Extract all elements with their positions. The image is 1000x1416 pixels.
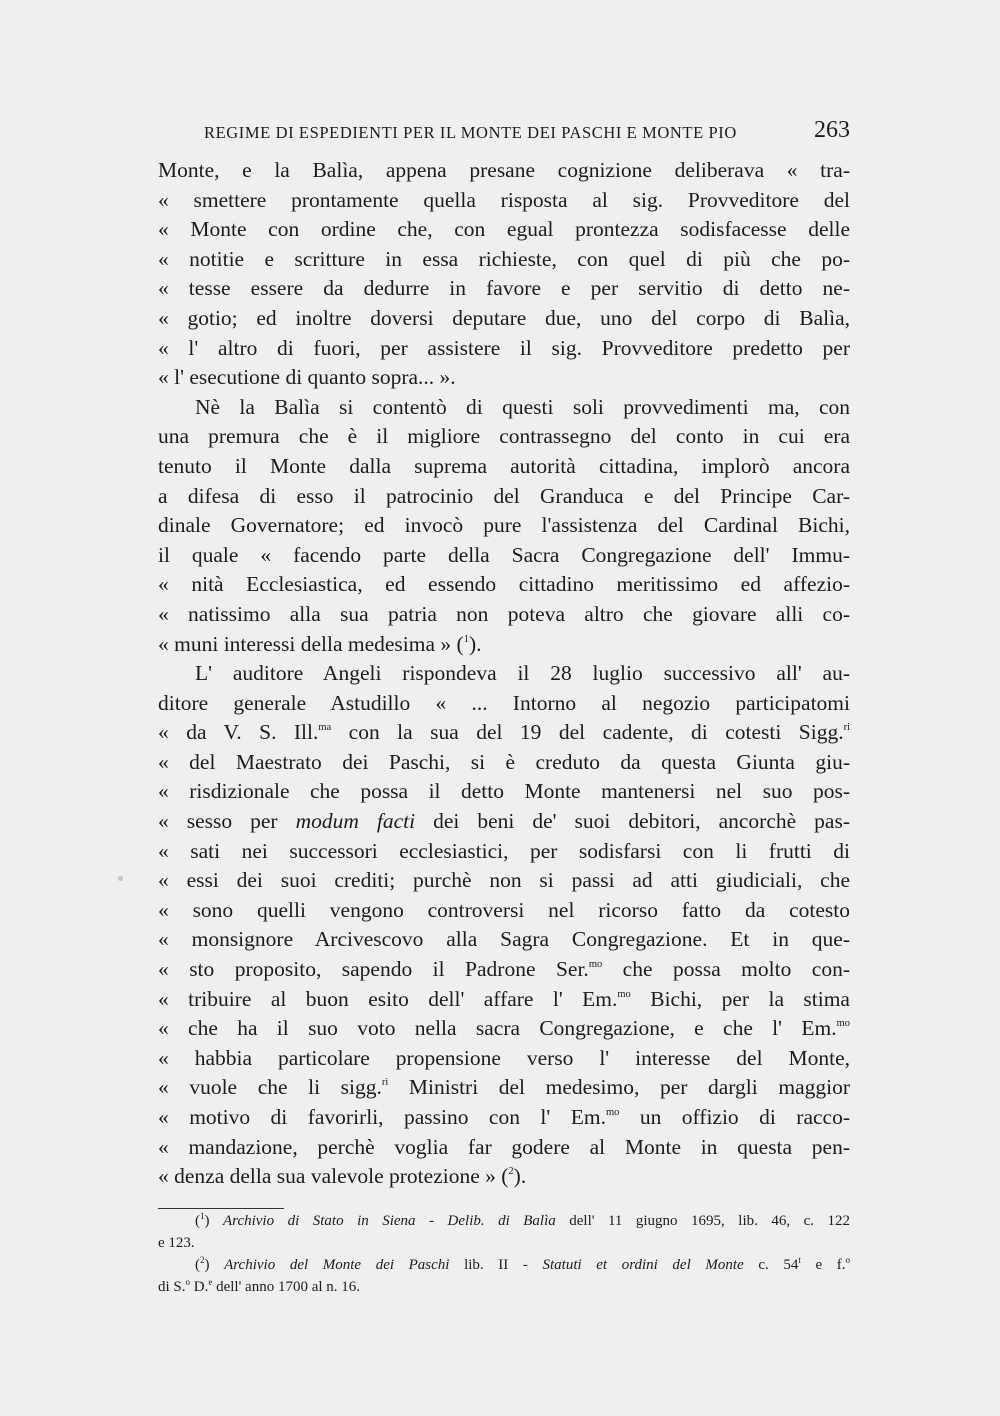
text-line: « mandazione, perchè voglia far godere al Monte in questa pen- [158, 1134, 850, 1159]
superscript-abbrev: mo [605, 1107, 620, 1118]
text-line [158, 955, 850, 985]
text-line: dinale Governatore; ed invocò pure l'assistenza del Cardinal Bichi, [158, 513, 850, 538]
superscript-abbrev: t [798, 1255, 801, 1265]
text-line: « nità Ecclesiastica, ed essendo cittadino meritissimo ed affezio- [158, 572, 850, 597]
text-line: « del Maestrato dei Paschi, si è creduto da questa Giunta giu- [158, 749, 850, 774]
text-line: « notitie e scritture in essa richieste, con quel di più che po- [158, 246, 850, 271]
superscript-abbrev: mo [617, 988, 631, 1000]
text-line [158, 1073, 850, 1103]
text-line: a difesa di esso il patrocinio del Granduca e del Principe Car- [158, 483, 850, 508]
note-source: Archivio del Monte dei Paschi [224, 1257, 450, 1273]
superscript-abbrev: o [185, 1277, 191, 1287]
footnote-ref-2: 2 [508, 1166, 514, 1178]
footnote-ref-1: 1 [463, 633, 469, 645]
italic-phrase: modum facti [295, 809, 416, 834]
footnotes [158, 1210, 850, 1298]
line-text: un offizio di racco- [619, 1105, 850, 1129]
superscript-abbrev: mo [588, 959, 603, 971]
text-line: « l' esecutione di quanto sopra... ». [158, 365, 456, 390]
line-text: « sto proposito, sapendo il Padrone Ser. [158, 957, 589, 982]
note-text: D. [190, 1279, 209, 1295]
note-text: lib. II - [449, 1257, 543, 1273]
line-text: « denza della sua valevole protezione » ( [158, 1164, 509, 1189]
body-text [158, 156, 850, 1192]
running-title: REGIME DI ESPEDIENTI PER IL MONTE DEI PASCHI E MONTE PIO [204, 123, 737, 142]
note-mark: ( [195, 1213, 200, 1229]
text-line: Monte, e la Balìa, appena presane cognizione deliberava « tra- [158, 158, 850, 182]
text-line [158, 1103, 850, 1133]
superscript-abbrev: e [208, 1277, 213, 1287]
text-line: « Monte con ordine che, con egual prontezza sodisfacesse delle [158, 217, 850, 242]
line-text: « vuole che li sigg. [158, 1075, 382, 1100]
superscript-abbrev: ri [843, 722, 850, 734]
line-text: « sesso per [158, 809, 296, 834]
page-number: 263 [814, 117, 850, 143]
text-line [158, 630, 850, 660]
text-line: « smettere prontamente quella risposta al sig. Provveditore del [158, 187, 850, 212]
text-line: « natissimo alla sua patria non poteva altro che giovare alli co- [158, 601, 850, 626]
note-mark: ( [195, 1257, 200, 1273]
note-text: e f. [800, 1257, 846, 1273]
text-line: « l' altro di fuori, per assistere il sig. Provveditore predetto per [158, 335, 850, 360]
footnote-2-continuation [158, 1276, 850, 1298]
note-text: di S. [158, 1279, 186, 1295]
note-number: 1 [200, 1211, 205, 1221]
text-line [158, 807, 850, 837]
line-text: ). [468, 631, 482, 656]
line-text: « che ha il suo voto nella sacra Congregazione, e che l' Em. [158, 1016, 837, 1041]
note-mark: ) [204, 1257, 225, 1273]
line-text: « motivo di favorirli, passino con l' Em. [158, 1105, 606, 1129]
footnote-divider [158, 1208, 284, 1209]
text-line [158, 1162, 850, 1192]
line-text: « tribuire al buon esito dell' affare l' Em. [158, 986, 618, 1011]
paragraph-start: L' auditore Angeli rispondeva il 28 luglio successivo all' au- [195, 661, 850, 686]
paper-speck [118, 876, 123, 881]
line-text: ). [513, 1164, 527, 1189]
text-line: « gotio; ed inoltre doversi deputare due, uno del corpo di Balìa, [158, 305, 850, 330]
footnote-1 [158, 1210, 850, 1232]
text-line: ditore generale Astudillo « ... Intorno al negozio participatomi [158, 690, 850, 715]
footnote-1-continuation: e 123. [158, 1235, 195, 1251]
note-text: dell' anno 1700 al n. 16. [212, 1279, 361, 1295]
text-line: « risdizionale che possa il detto Monte mantenersi nel suo pos- [158, 779, 850, 804]
line-text: Bichi, per la stima [630, 986, 850, 1011]
line-text: « da V. S. Ill. [158, 720, 319, 745]
note-number: 2 [200, 1255, 205, 1265]
text-line: « essi dei suoi crediti; purchè non si passi ad atti giudiciali, che [158, 868, 850, 893]
line-text: Ministri del medesimo, per dargli maggior [388, 1075, 850, 1100]
text-line: tenuto il Monte dalla suprema autorità cittadina, implorò ancora [158, 453, 850, 478]
superscript-abbrev: ri [381, 1077, 389, 1089]
text-line: « monsignore Arcivescovo alla Sagra Congregazione. Et in que- [158, 927, 850, 952]
line-text: « muni interessi della medesima » ( [158, 631, 464, 656]
text-line [158, 985, 850, 1015]
line-text: che possa molto con- [602, 957, 850, 982]
text-line: una premura che è il migliore contrassegno del conto in cui era [158, 424, 850, 449]
text-line: « tesse essere da dedurre in favore e per servitio di detto ne- [158, 276, 850, 301]
note-source: Statuti et ordini del Monte [542, 1257, 744, 1273]
footnote-2 [158, 1254, 850, 1276]
note-source: Archivio di Stato in Siena - Delib. di Balìa [223, 1213, 556, 1229]
page-header [158, 117, 850, 146]
text-line [158, 718, 850, 748]
superscript-abbrev: ma [318, 722, 332, 734]
text-line: il quale « facendo parte della Sacra Congregazione dell' Immu- [158, 542, 850, 567]
text-line: « sati nei successori ecclesiastici, per sodisfarsi con li frutti di [158, 838, 850, 863]
note-mark: ) [204, 1213, 223, 1229]
superscript-abbrev: o [845, 1255, 850, 1265]
text-line: « sono quelli vengono controversi nel ricorso fatto da cotesto [158, 897, 850, 922]
superscript-abbrev: mo [836, 1018, 850, 1030]
text-line [158, 1014, 850, 1044]
paragraph-start: Nè la Balìa si contentò di questi soli provvedimenti ma, con [195, 394, 850, 419]
note-text: c. 54 [743, 1257, 799, 1273]
text-line: « habbia particolare propensione verso l' interesse del Monte, [158, 1045, 850, 1070]
line-text: dei beni de' suoi debitori, ancorchè pas- [415, 809, 850, 834]
line-text: con la sua del 19 del cadente, di cotesti Sigg. [331, 720, 844, 745]
note-text: dell' 11 giugno 1695, lib. 46, c. 122 [555, 1213, 850, 1229]
